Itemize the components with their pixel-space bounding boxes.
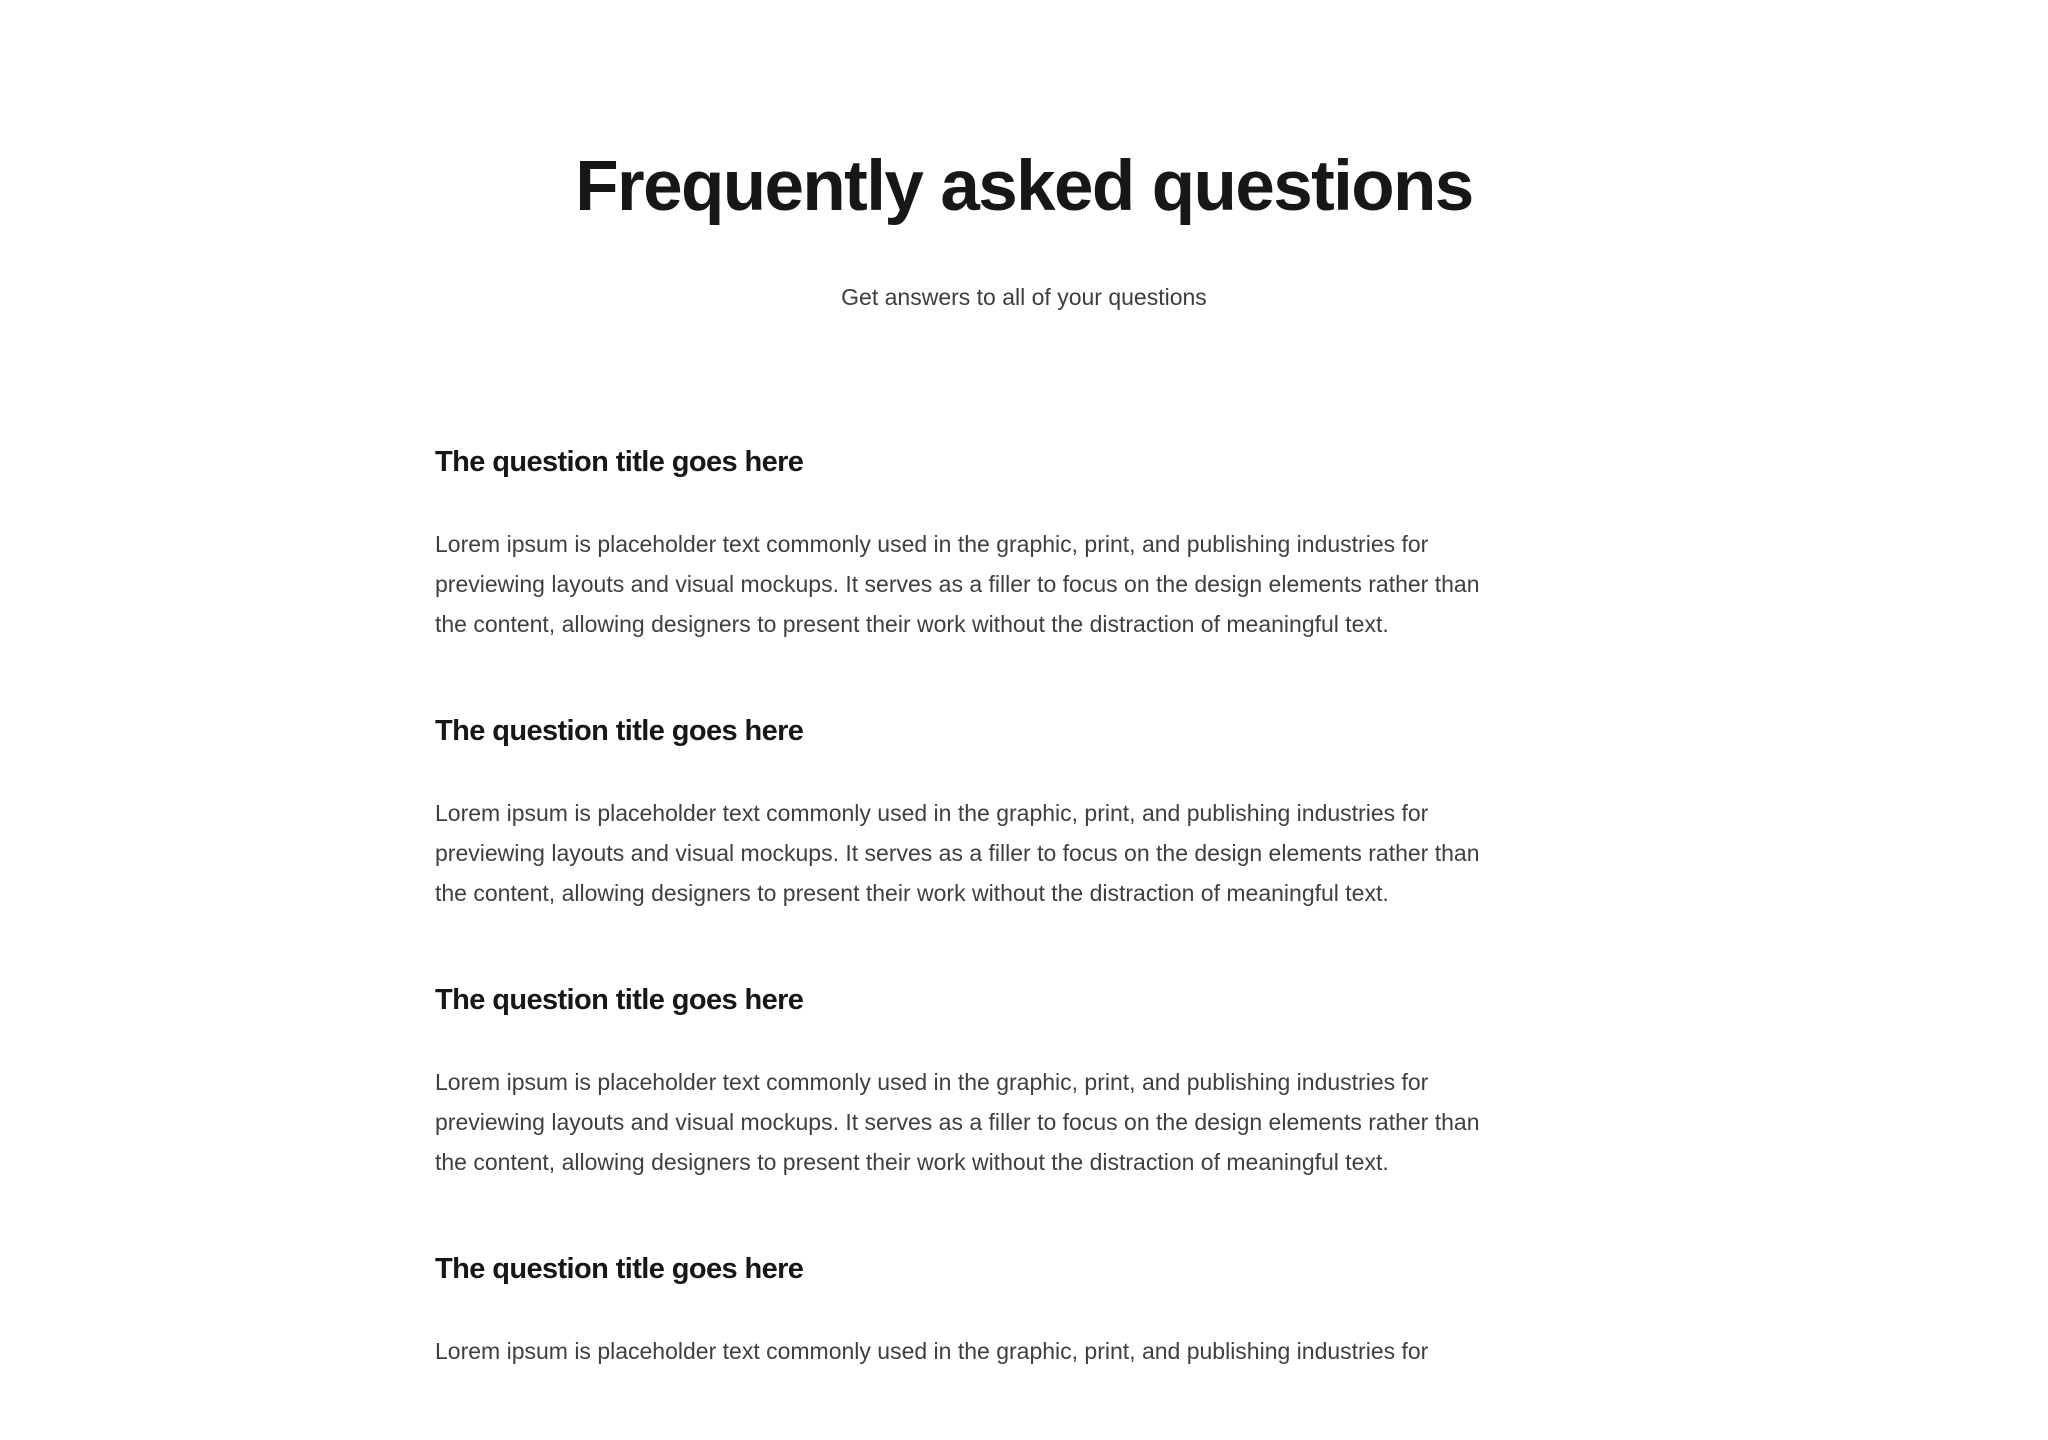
faq-answer-line: Lorem ipsum is placeholder text commonly used in the graphic, print, and publishing industries for (435, 1069, 1429, 1095)
faq-list (435, 444, 1635, 1440)
faq-question-title: The question title goes here (435, 984, 804, 1016)
page-title: Frequently asked questions (575, 147, 1473, 226)
faq-answer-line: the content, allowing designers to present their work without the distraction of meaningful text. (435, 880, 1389, 906)
faq-item (435, 982, 1635, 1182)
faq-question-title: The question title goes here (435, 715, 804, 747)
faq-answer (435, 524, 1635, 644)
faq-answer-line: previewing layouts and visual mockups. It serves as a filler to focus on the design elements rather than (435, 840, 1480, 866)
page-subtitle: Get answers to all of your questions (841, 284, 1207, 310)
faq-answer (435, 793, 1635, 913)
faq-answer-line: Lorem ipsum is placeholder text commonly used in the graphic, print, and publishing industries for (435, 800, 1429, 826)
faq-answer (435, 1062, 1635, 1182)
faq-answer-line: Lorem ipsum is placeholder text commonly used in the graphic, print, and publishing industries for (435, 531, 1429, 557)
faq-answer-line: previewing layouts and visual mockups. It serves as a filler to focus on the design elements rather than (435, 1109, 1480, 1135)
faq-answer-line: previewing layouts and visual mockups. It serves as a filler to focus on the design elements rather than (435, 571, 1480, 597)
faq-question-title: The question title goes here (435, 446, 804, 478)
faq-answer-line: the content, allowing designers to present their work without the distraction of meaningful text. (435, 1149, 1389, 1175)
faq-item (435, 713, 1635, 913)
faq-answer (435, 1331, 1635, 1371)
faq-answer-line: the content, allowing designers to present their work without the distraction of meaningful text. (435, 611, 1389, 637)
faq-question-title: The question title goes here (435, 1253, 804, 1285)
faq-answer-line: Lorem ipsum is placeholder text commonly used in the graphic, print, and publishing industries for (435, 1338, 1429, 1364)
faq-item (435, 444, 1635, 644)
faq-item (435, 1251, 1635, 1371)
